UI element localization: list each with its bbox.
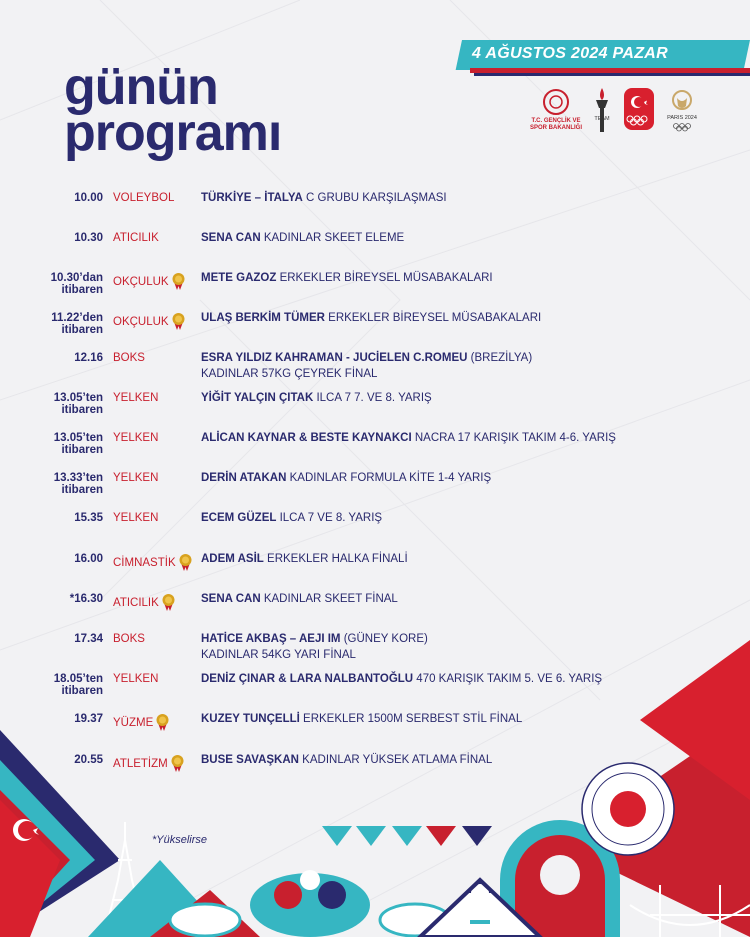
sport-name: YELKEN xyxy=(113,472,159,484)
event-detail: KADINLAR FORMULA KİTE 1-4 YARIŞ xyxy=(286,472,492,484)
event-detail: ERKEKLER 1500M SERBEST STİL FİNAL xyxy=(299,713,523,725)
sport-name: VOLEYBOL xyxy=(113,192,175,204)
event-time-value: *16.30 xyxy=(69,593,103,605)
target-icon xyxy=(582,763,674,855)
athlete-names: KUZEY TUNÇELLİ xyxy=(201,713,300,725)
title-line-1: günün xyxy=(64,58,218,116)
sport-name: YELKEN xyxy=(113,673,159,685)
paris-logo-text: PARIS 2024 xyxy=(667,115,697,121)
date-label: 4 AĞUSTOS 2024 PAZAR xyxy=(472,45,668,62)
sport-name: ATICILIK xyxy=(113,597,159,609)
event-detail: 470 KARIŞIK TAKIM 5. VE 6. YARIŞ xyxy=(413,673,603,685)
athlete-names: ADEM ASİL xyxy=(201,553,264,565)
event-time-suffix: itibaren xyxy=(61,484,103,496)
sport-name: CİMNASTİK xyxy=(113,557,176,569)
svg-text:TEAM: TEAM xyxy=(594,116,610,122)
sport-name: BOKS xyxy=(113,352,145,364)
event-time-value: 13.33’ten xyxy=(53,472,103,484)
event-detail: KADINLAR SKEET FİNAL xyxy=(260,593,398,605)
athlete-names: BUSE SAVAŞKAN xyxy=(201,754,299,766)
event-detail: KADINLAR YÜKSEK ATLAMA FİNAL xyxy=(298,754,493,766)
svg-text:SPOR BAKANLIĞI: SPOR BAKANLIĞI xyxy=(530,125,583,131)
event-detail: (BREZİLYA) xyxy=(467,352,533,364)
athlete-names: METE GAZOZ xyxy=(201,272,277,284)
athlete-names: DENİZ ÇINAR & LARA NALBANTOĞLU xyxy=(201,673,414,685)
event-time-suffix: itibaren xyxy=(61,284,103,296)
event-time-value: 19.37 xyxy=(74,713,103,725)
athlete-names: ECEM GÜZEL xyxy=(201,512,277,524)
athlete-names: TÜRKİYE – İTALYA xyxy=(201,192,303,204)
event-detail: ILCA 7 7. VE 8. YARIŞ xyxy=(313,392,432,404)
athlete-names: SENA CAN xyxy=(201,232,261,244)
event-time-value: 10.30 xyxy=(74,232,103,244)
event-time-value: 13.05’ten xyxy=(53,392,103,404)
event-time-value: 10.00 xyxy=(74,192,103,204)
sport-name: YÜZME xyxy=(113,717,154,729)
event-time-suffix: itibaren xyxy=(61,404,103,416)
event-time-value: 16.00 xyxy=(74,553,103,565)
triangle-pattern xyxy=(322,826,492,846)
sport-name: OKÇULUK xyxy=(113,316,169,328)
event-time-value: 11.22’den xyxy=(51,312,103,324)
event-detail: ERKEKLER HALKA FİNALİ xyxy=(263,553,408,565)
athlete-names: ULAŞ BERKİM TÜMER xyxy=(201,312,325,324)
sport-name: ATICILIK xyxy=(113,232,159,244)
event-detail: ILCA 7 VE 8. YARIŞ xyxy=(276,512,383,524)
event-time-suffix: itibaren xyxy=(61,444,103,456)
sport-name: YELKEN xyxy=(113,392,159,404)
footnote: *Yükselirse xyxy=(152,834,208,846)
event-detail: ERKEKLER BİREYSEL MÜSABAKALARI xyxy=(276,272,493,284)
title-line-2: programı xyxy=(64,104,282,162)
event-detail: KADINLAR SKEET ELEME xyxy=(260,232,405,244)
athlete-names: HATİCE AKBAŞ – AEJI IM xyxy=(201,633,341,645)
event-time-value: 15.35 xyxy=(74,512,103,524)
right-arch-pattern xyxy=(420,640,750,937)
event-time-value: 17.34 xyxy=(74,633,103,645)
event-detail-line2: KADINLAR 57KG ÇEYREK FİNAL xyxy=(201,368,378,380)
event-detail: (GÜNEY KORE) xyxy=(340,633,428,645)
event-time-suffix: itibaren xyxy=(61,324,103,336)
event-detail-line2: KADINLAR 54KG YARI FİNAL xyxy=(201,649,356,661)
ornament-flowers xyxy=(170,870,450,937)
sport-name: ATLETİZM xyxy=(113,758,168,770)
sport-name: OKÇULUK xyxy=(113,276,169,288)
sport-name: YELKEN xyxy=(113,432,159,444)
athlete-names: ESRA YILDIZ KAHRAMAN - JUCİELEN C.ROMEU xyxy=(201,352,468,364)
athlete-names: ALİCAN KAYNAR & BESTE KAYNAKCI xyxy=(201,432,412,444)
sport-name: YELKEN xyxy=(113,512,159,524)
event-time-value: 12.16 xyxy=(74,352,103,364)
event-time-value: 20.55 xyxy=(74,754,103,766)
ministry-logo-text: T.C. GENÇLİK VE xyxy=(531,118,581,124)
event-time-value: 13.05’ten xyxy=(53,432,103,444)
event-time-value: 10.30’dan xyxy=(50,272,103,284)
athlete-names: DERİN ATAKAN xyxy=(201,472,287,484)
event-detail: NACRA 17 KARIŞIK TAKIM 4-6. YARIŞ xyxy=(411,432,616,444)
event-time-value: 18.05’ten xyxy=(53,673,103,685)
event-detail: C GRUBU KARŞILAŞMASI xyxy=(302,192,447,204)
event-time-suffix: itibaren xyxy=(61,685,103,697)
event-detail: ERKEKLER BİREYSEL MÜSABAKALARI xyxy=(324,312,542,324)
athlete-names: SENA CAN xyxy=(201,593,261,605)
athlete-names: YİĞİT YALÇIN ÇITAK xyxy=(201,392,314,404)
sport-name: BOKS xyxy=(113,633,145,645)
